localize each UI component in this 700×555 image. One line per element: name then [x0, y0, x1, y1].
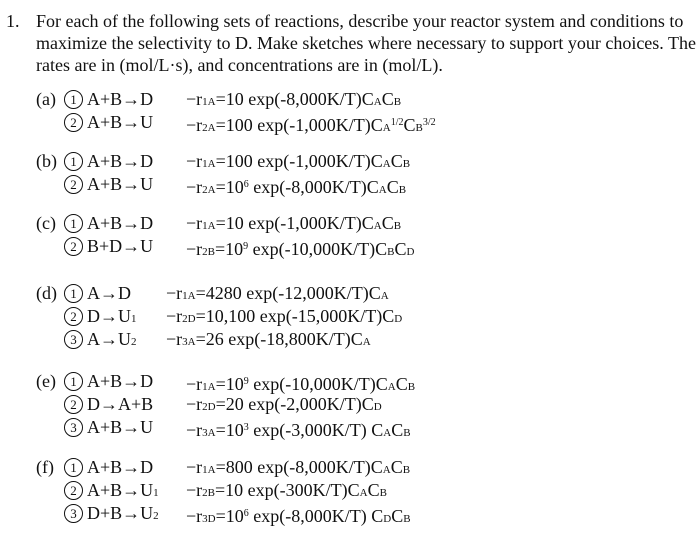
reaction-row: [36, 305, 696, 328]
reaction-number-circle: 2: [64, 395, 83, 414]
reaction-row: [36, 111, 696, 134]
rate-law: −r2A=100 $\exp(-1,000K/T)CA^{1/2}CB^{3/2}$: [186, 115, 436, 135]
reaction-number-circle: 2: [64, 237, 83, 256]
reaction-equation: A→D: [87, 283, 131, 303]
reaction-row: [36, 235, 696, 258]
reaction-equation: B+D→U: [87, 236, 154, 256]
reaction-row: [36, 393, 696, 416]
rate-law: −r1A=10 exp(-8,000K/T)CACB: [186, 89, 402, 109]
reaction-equation: A→U2: [87, 329, 137, 349]
reaction-number-circle: 2: [64, 481, 83, 500]
rate-law: −r2D=10,100 exp(-15,000K/T)CD: [166, 306, 403, 326]
reaction-number-circle: 3: [64, 504, 83, 523]
part-label: (c): [36, 213, 56, 233]
part-d: [36, 282, 696, 351]
reaction-row: [36, 479, 696, 502]
reaction-row: [36, 456, 696, 479]
reaction-row: [36, 212, 696, 235]
rate-law: −r1A=800 exp(-8,000K/T)CACB: [186, 457, 411, 477]
reaction-row: [36, 416, 696, 439]
reaction-number-circle: 2: [64, 175, 83, 194]
reaction-number-circle: 1: [64, 372, 83, 391]
reaction-equation: D+B→U2: [87, 503, 159, 523]
intro-line: maximize the selectivity to D. Make sketches where necessary to support your choices. The: [36, 33, 696, 53]
part-label: (f): [36, 457, 54, 477]
rate-law: −r1A=4280 exp(-12,000K/T)CA: [166, 283, 389, 303]
reaction-equation: A+B→D: [87, 457, 154, 477]
reaction-number-circle: 3: [64, 418, 83, 437]
reaction-row: [36, 88, 696, 111]
part-label: (a): [36, 89, 56, 109]
rate-law: −r1A=10 exp(-1,000K/T)CACB: [186, 213, 402, 233]
reaction-equation: A+B→D: [87, 371, 154, 391]
part-label: (b): [36, 151, 57, 171]
reaction-row: [36, 173, 696, 196]
part-e: [36, 370, 696, 439]
part-f: [36, 456, 696, 525]
reaction-equation: A+B→D: [87, 151, 154, 171]
intro-line: For each of the following sets of reactions, describe your reactor system and conditions to: [36, 11, 684, 31]
question-intro: [36, 10, 696, 76]
reaction-equation: A+B→U: [87, 417, 154, 437]
reaction-number-circle: 2: [64, 113, 83, 132]
rate-law: −r3A=26 exp(-18,800K/T)CA: [166, 329, 371, 349]
reaction-equation: A+B→D: [87, 89, 154, 109]
reaction-equation: A+B→U: [87, 112, 154, 132]
rate-law: −r2D=20 exp(-2,000K/T)CD: [186, 394, 382, 414]
question-number: 1.: [6, 11, 20, 31]
rate-law: $-r2A=10^6$ exp(-8,000K/T)CACB: [186, 177, 407, 197]
reaction-number-circle: 1: [64, 458, 83, 477]
rate-law: $-r3A=10^3$ exp(-3,000K/T) CACB: [186, 420, 411, 440]
reaction-row: [36, 282, 696, 305]
part-label: (d): [36, 283, 57, 303]
rate-law: $-r2B=10^9$ exp(-10,000K/T)CBCD: [186, 239, 415, 259]
part-label: (e): [36, 371, 56, 391]
reaction-row: [36, 502, 696, 525]
rate-law: $-r1A=10^9$ exp(-10,000K/T)CACB: [186, 374, 416, 394]
reaction-equation: A+B→U: [87, 174, 154, 194]
reaction-equation: D→A+B: [87, 394, 154, 414]
rate-law: $-r3D=10^6$ exp(-8,000K/T) CDCB: [186, 506, 411, 526]
reaction-equation: A+B→D: [87, 213, 154, 233]
reaction-equation: A+B→U1: [87, 480, 159, 500]
reaction-number-circle: 1: [64, 214, 83, 233]
reaction-equation: D→U1: [87, 306, 137, 326]
reaction-number-circle: 1: [64, 284, 83, 303]
part-a: [36, 88, 696, 134]
rate-law: −r2B=10 exp(-300K/T)CACB: [186, 480, 387, 500]
reaction-number-circle: 1: [64, 90, 83, 109]
reaction-number-circle: 2: [64, 307, 83, 326]
part-b: [36, 150, 696, 196]
intro-line: rates are in (mol/L·s), and concentrations are in (mol/L).: [36, 55, 443, 75]
reaction-number-circle: 1: [64, 152, 83, 171]
reaction-number-circle: 3: [64, 330, 83, 349]
part-c: [36, 212, 696, 258]
rate-law: −r1A=100 exp(-1,000K/T)CACB: [186, 151, 411, 171]
reaction-row: [36, 370, 696, 393]
reaction-row: [36, 328, 696, 351]
reaction-row: [36, 150, 696, 173]
